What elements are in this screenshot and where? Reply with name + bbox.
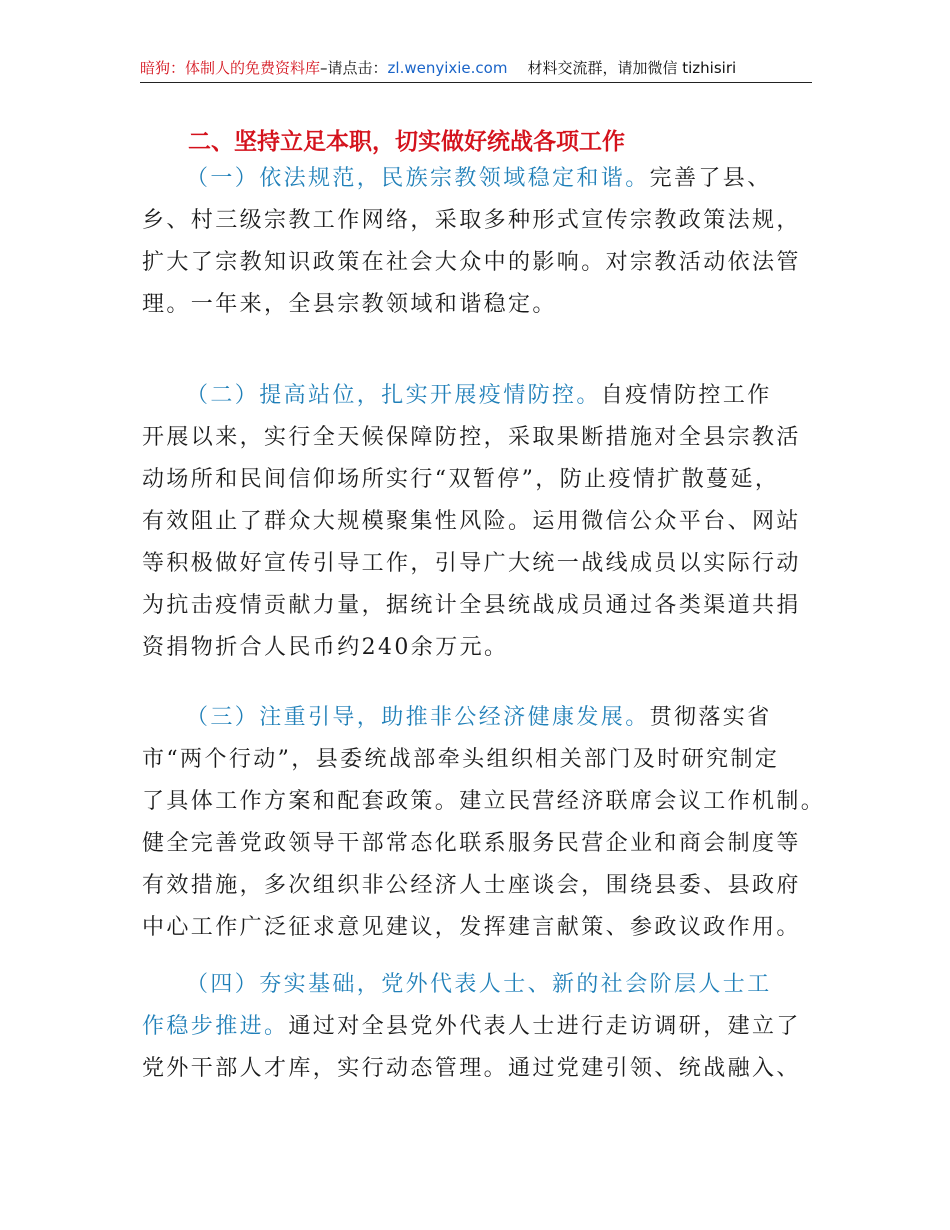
paragraph-text: 贯彻落实省 [649,705,772,730]
paragraph-line: 资捐物折合人民币约240余万元。 [142,635,509,660]
paragraph-line: 健全完善党政领导干部常态化联系服务民营企业和商会制度等 [142,831,801,856]
header-url-link[interactable]: zl.wenyixie.com [387,59,508,77]
paragraph-line: 了具体工作方案和配套政策。建立民营经济联席会议工作机制。 [142,789,826,814]
paragraph-lead-heading: （三）注重引导，助推非公经济健康发展。 [186,705,650,730]
paragraph-line: 中心工作广泛征求意见建议，发挥建言献策、参政议政作用。 [142,915,801,940]
header-click-prompt: –请点击： [320,59,388,77]
paragraph-line: 为抗击疫情贡献力量，据统计全县统战成员通过各类渠道共捐 [142,593,801,618]
paragraph-line: 理。一年来，全县宗教领域和谐稳定。 [142,292,557,317]
paragraph-lead-heading: （四）夯实基础，党外代表人士、新的社会阶层人士工 [186,972,772,997]
paragraph-line: 党外干部人才库，实行动态管理。通过党建引领、统战融入、 [142,1056,801,1081]
paragraph-line: 开展以来，实行全天候保障防控，采取果断措施对全县宗教活 [142,425,801,450]
paragraph-lead-heading: （二）提高站位，扎实开展疫情防控。 [186,383,601,408]
paragraph-2 [142,375,822,669]
paragraph-text: 自疫情防控工作 [600,383,772,408]
paragraph-line: 扩大了宗教知识政策在社会大众中的影响。对宗教活动依法管 [142,250,801,275]
paragraph-line: 乡、村三级宗教工作网络，采取多种形式宣传宗教政策法规， [142,208,801,233]
paragraph-line: 动场所和民间信仰场所实行“双暂停”，防止疫情扩散蔓延， [142,467,780,492]
paragraph-1 [142,158,822,326]
page-header [140,56,812,83]
paragraph-line: 等积极做好宣传引导工作，引导广大统一战线成员以实际行动 [142,551,801,576]
paragraph-line: 有效阻止了群众大规模聚集性风险。运用微信公众平台、网站 [142,509,801,534]
section-title: 二、坚持立足本职，切实做好统战各项工作 [188,129,625,155]
header-site-name: 暗狗：体制人的免费资料库 [140,59,321,77]
paragraph-line: 市“两个行动”，县委统战部牵头组织相关部门及时研究制定 [142,747,780,772]
header-group-note: 材料交流群，请加微信 tizhisiri [527,59,737,77]
paragraph-line [142,158,822,200]
paragraph-lead-heading: （一）依法规范，民族宗教领域稳定和谐。 [186,166,650,191]
paragraph-text: 完善了县、 [649,166,772,191]
paragraph-lead-heading-cont: 作稳步推进。 [142,1014,289,1039]
paragraph-line [142,697,822,739]
paragraph-line [142,1006,822,1048]
paragraph-4 [142,964,822,1090]
paragraph-line [142,375,822,417]
paragraph-line: 有效措施，多次组织非公经济人士座谈会，围绕县委、县政府 [142,873,801,898]
paragraph-text: 通过对全县党外代表人士进行走访调研，建立了 [288,1014,801,1039]
paragraph-3 [142,697,826,949]
